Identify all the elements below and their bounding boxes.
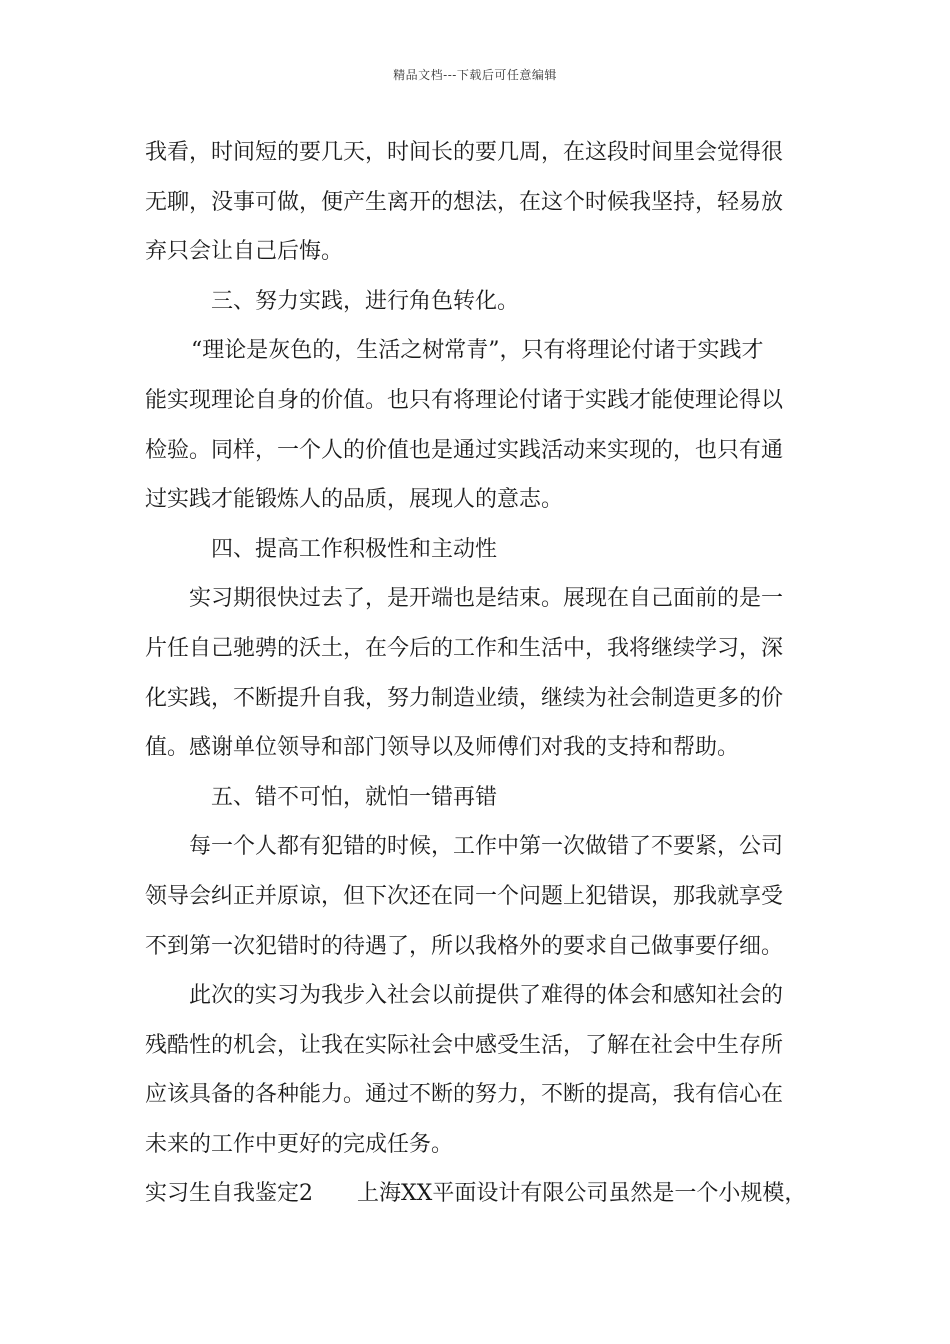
text-line: 检验。同样，一个人的价值也是通过实践活动来实现的，也只有通 [145,437,784,463]
text-line: 此次的实习为我步入社会以前提供了难得的体会和感知社会的 [189,983,784,1009]
text-line: 片任自己驰骋的沃土，在今后的工作和生活中，我将继续学习，深 [145,635,784,661]
section-heading-3: 三、努力实践，进行角色转化。 [211,288,520,314]
text-line: 化实践，不断提升自我，努力制造业绩，继续为社会制造更多的价 [145,685,784,711]
text-line: 应该具备的各种能力。通过不断的努力，不断的提高，我有信心在 [145,1082,784,1108]
text-line: 残酷性的机会，让我在实际社会中感受生活，了解在社会中生存所 [145,1032,784,1058]
text-line: 我看，时间短的要几天，时间长的要几周，在这段时间里会觉得很 [145,140,784,165]
text-line: 无聊，没事可做，便产生离开的想法，在这个时候我坚持，轻易放 [145,189,784,215]
text-line: 值。感谢单位领导和部门领导以及师傅们对我的支持和帮助。 [145,735,740,761]
text-line: “理论是灰色的，生活之树常青”，只有将理论付诸于实践才 [191,338,764,364]
text-line: 能实现理论自身的价值。也只有将理论付诸于实践才能使理论得以 [145,387,784,413]
text-line: 每一个人都有犯错的时候，工作中第一次做错了不要紧，公司 [189,834,784,860]
text-continuation: 上海XX平面设计有限公司虽然是一个小规模， [357,1181,807,1207]
text-line-final [145,1169,815,1219]
text-line: 不到第一次犯错时的待遇了，所以我格外的要求自己做事要仔细。 [145,933,784,959]
page-header: 精品文档---下载后可任意编辑 [393,68,557,82]
section-heading-4: 四、提高工作积极性和主动性 [211,536,498,562]
text-line: 领导会纠正并原谅，但下次还在同一个问题上犯错误，那我就享受 [145,883,784,909]
text-line: 弃只会让自己后悔。 [145,239,344,265]
document-title: 实习生自我鉴定2 [145,1181,313,1207]
section-heading-5: 五、错不可怕，就怕一错再错 [211,784,498,810]
text-line: 实习期很快过去了，是开端也是结束。展现在自己面前的是一 [189,586,784,612]
text-line: 未来的工作中更好的完成任务。 [145,1131,454,1157]
document-body [145,128,815,1219]
text-line: 过实践才能锻炼人的品质，展现人的意志。 [145,487,564,513]
